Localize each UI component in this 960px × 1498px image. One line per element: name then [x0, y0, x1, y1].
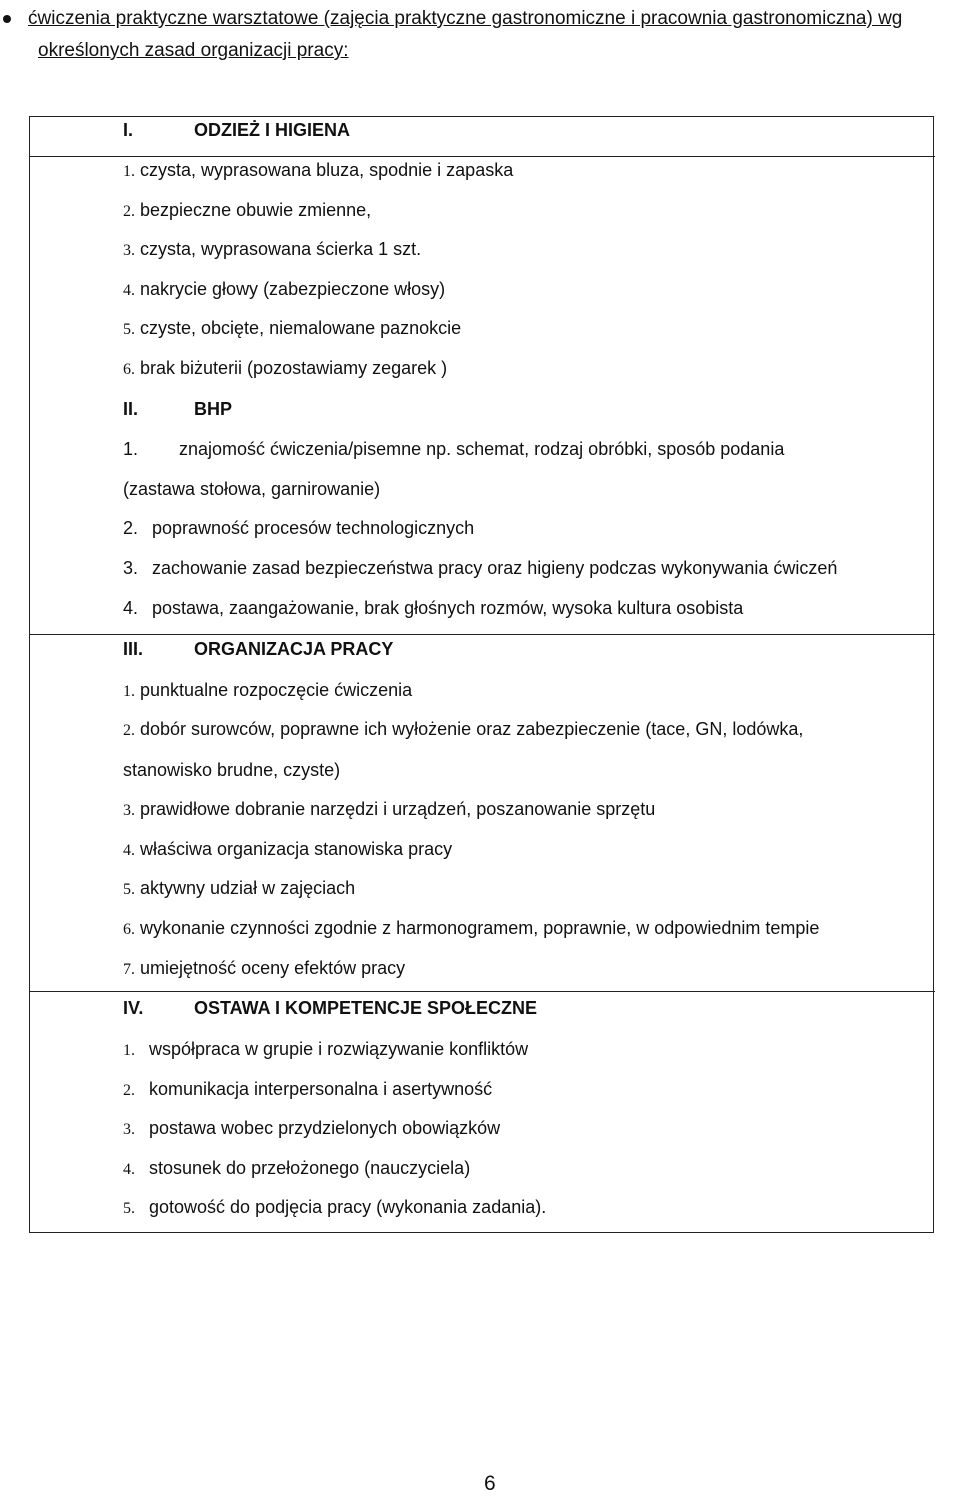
section-heading: IV. OSTAWA I KOMPETENCJE SPOŁECZNE	[123, 998, 538, 1018]
section-divider	[29, 634, 935, 635]
list-item: 6. wykonanie czynności zgodnie z harmonogramem, poprawnie, w odpowiednim tempie	[123, 918, 820, 938]
page-number: 6	[484, 1472, 496, 1495]
list-item: 3. postawa wobec przydzielonych obowiązków	[123, 1118, 501, 1138]
section-divider	[29, 156, 935, 157]
list-item: 5. aktywny udział w zajęciach	[123, 878, 356, 898]
section-heading: II. BHP	[123, 399, 233, 419]
list-item-continuation: stanowisko brudne, czyste)	[123, 760, 341, 780]
section-title: BHP	[194, 399, 233, 419]
list-item: 2. komunikacja interpersonalna i asertywność	[123, 1079, 493, 1099]
list-item: 6. brak biżuterii (pozostawiamy zegarek )	[123, 358, 448, 378]
list-item: 1. znajomość ćwiczenia/pisemne np. schemat, rodzaj obróbki, sposób podania	[123, 439, 785, 459]
intro-line-2: określonych zasad organizacji pracy:	[38, 40, 349, 61]
list-item: 2. poprawność procesów technologicznych	[123, 518, 475, 538]
list-item: 5. czyste, obcięte, niemalowane paznokcie	[123, 318, 462, 338]
list-item: 2. bezpieczne obuwie zmienne,	[123, 200, 372, 220]
bullet-icon	[3, 15, 11, 23]
list-item: 4. właściwa organizacja stanowiska pracy	[123, 839, 453, 859]
intro-line-1: ćwiczenia praktyczne warsztatowe (zajęcia praktyczne gastronomiczne i pracownia gastronomiczna) wg	[28, 8, 903, 29]
list-item: 7. umiejętność oceny efektów pracy	[123, 958, 406, 978]
list-item: 5. gotowość do podjęcia pracy (wykonania zadania).	[123, 1197, 547, 1217]
list-item: 1. punktualne rozpoczęcie ćwiczenia	[123, 680, 413, 700]
list-item: 3. prawidłowe dobranie narzędzi i urządzeń, poszanowanie sprzętu	[123, 799, 656, 819]
list-item: 3. czysta, wyprasowana ścierka 1 szt.	[123, 239, 422, 259]
list-item: 3. zachowanie zasad bezpieczeństwa pracy oraz higieny podczas wykonywania ćwiczeń	[123, 558, 838, 578]
list-item: 2. dobór surowców, poprawne ich wyłożenie oraz zabezpieczenie (tace, GN, lodówka,	[123, 719, 804, 739]
list-item-continuation: (zastawa stołowa, garnirowanie)	[123, 479, 381, 499]
list-item: 4. postawa, zaangażowanie, brak głośnych rozmów, wysoka kultura osobista	[123, 598, 744, 618]
list-item: 4. nakrycie głowy (zabezpieczone włosy)	[123, 279, 446, 299]
section-heading: I. ODZIEŻ I HIGIENA	[123, 120, 351, 140]
list-item: 4. stosunek do przełożonego (nauczyciela)	[123, 1158, 471, 1178]
section-divider	[29, 991, 935, 992]
section-title: ODZIEŻ I HIGIENA	[194, 120, 351, 140]
section-title: OSTAWA I KOMPETENCJE SPOŁECZNE	[194, 998, 538, 1018]
list-item: 1. czysta, wyprasowana bluza, spodnie i zapaska	[123, 160, 514, 180]
section-heading: III. ORGANIZACJA PRACY	[123, 639, 394, 659]
section-title: ORGANIZACJA PRACY	[194, 639, 394, 659]
list-item: 1. współpraca w grupie i rozwiązywanie konfliktów	[123, 1039, 529, 1059]
